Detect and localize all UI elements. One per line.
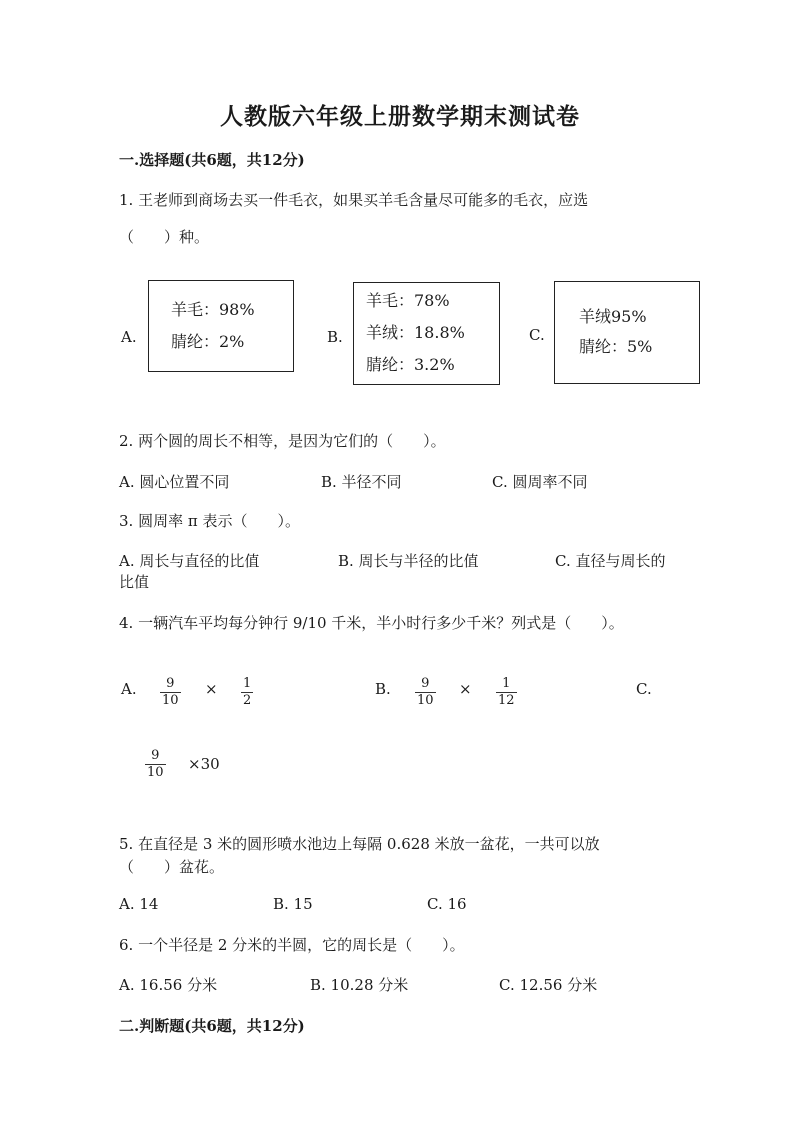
q6-option-a[interactable]: A. 16.56 分米	[119, 976, 218, 994]
section-heading-judgement: 二.判断题(共6题，共12分)	[119, 1017, 305, 1035]
q1-option-a-line2: 腈纶：2%	[171, 332, 245, 351]
q1-option-b-line3: 腈纶：3.2%	[366, 355, 455, 374]
section-heading-choice: 一.选择题(共6题，共12分)	[119, 151, 305, 169]
q4-option-a-fraction2	[241, 676, 253, 709]
q1-option-c-box[interactable]	[554, 281, 700, 384]
fraction-numerator: 1	[243, 676, 252, 691]
fraction-denominator: 10	[147, 765, 164, 780]
q1-option-b-line1: 羊毛：78%	[366, 291, 450, 310]
fraction-numerator: 9	[151, 748, 160, 763]
q2-stem: 2. 两个圆的周长不相等，是因为它们的（ ）。	[119, 432, 446, 450]
q5-option-b[interactable]: B. 15	[273, 895, 313, 913]
fraction-numerator: 1	[502, 676, 511, 691]
q1-stem-line2: （ ）种。	[119, 228, 210, 246]
q4-option-c-fraction	[145, 748, 166, 781]
q5-stem-line2: （ ）盆花。	[119, 858, 225, 876]
q1-option-a-box[interactable]	[148, 280, 294, 372]
q3-option-a[interactable]: A. 周长与直径的比值	[119, 552, 260, 570]
q4-option-b-label[interactable]: B.	[375, 680, 391, 698]
fraction-denominator: 2	[243, 693, 252, 708]
fraction-denominator: 10	[162, 693, 179, 708]
fraction-denominator: 12	[498, 693, 515, 708]
q1-option-a-line1: 羊毛：98%	[171, 300, 255, 319]
q6-option-b[interactable]: B. 10.28 分米	[310, 976, 409, 994]
page-title: 人教版六年级上册数学期末测试卷	[220, 103, 580, 130]
q5-option-a[interactable]: A. 14	[119, 895, 159, 913]
q5-option-c[interactable]: C. 16	[427, 895, 467, 913]
q4-option-c-label[interactable]: C.	[636, 680, 652, 698]
q2-option-a[interactable]: A. 圆心位置不同	[119, 473, 230, 491]
q4-option-b-fraction2	[496, 676, 517, 709]
q1-option-b-line2: 羊绒：18.8%	[366, 323, 465, 342]
q4-option-a-fraction1	[160, 676, 181, 709]
q4-option-b-operator: ×	[459, 680, 472, 698]
q6-stem: 6. 一个半径是 2 分米的半圆，它的周长是（ ）。	[119, 936, 465, 954]
q1-option-c-line1: 羊绒95%	[579, 307, 647, 326]
q4-option-b-fraction1	[415, 676, 436, 709]
q4-option-c-expression: ×30	[188, 755, 220, 773]
q3-option-c[interactable]: C. 直径与周长的	[555, 552, 666, 570]
q4-option-a-label[interactable]: A.	[121, 680, 137, 698]
q1-option-b-box[interactable]	[353, 282, 500, 385]
q4-stem: 4. 一辆汽车平均每分钟行 9/10 千米，半小时行多少千米？列式是（ ）。	[119, 614, 624, 632]
q1-option-b-label: B.	[327, 328, 343, 346]
q1-option-c-line2: 腈纶：5%	[579, 337, 653, 356]
q2-option-c[interactable]: C. 圆周率不同	[492, 473, 588, 491]
q1-option-c-label: C.	[529, 326, 545, 344]
fraction-denominator: 10	[417, 693, 434, 708]
q5-stem-line1: 5. 在直径是 3 米的圆形喷水池边上每隔 0.628 米放一盆花，一共可以放	[119, 835, 600, 853]
q6-option-c[interactable]: C. 12.56 分米	[499, 976, 598, 994]
q3-option-c-continued: 比值	[119, 573, 150, 591]
q1-stem-line1: 1. 王老师到商场去买一件毛衣，如果买羊毛含量尽可能多的毛衣，应选	[119, 191, 589, 209]
fraction-numerator: 9	[166, 676, 175, 691]
fraction-numerator: 9	[421, 676, 430, 691]
q2-option-b[interactable]: B. 半径不同	[321, 473, 402, 491]
q1-option-a-label: A.	[121, 328, 137, 346]
q3-stem: 3. 圆周率 π 表示（ ）。	[119, 512, 300, 530]
q4-option-a-operator: ×	[205, 680, 218, 698]
q3-option-b[interactable]: B. 周长与半径的比值	[338, 552, 479, 570]
